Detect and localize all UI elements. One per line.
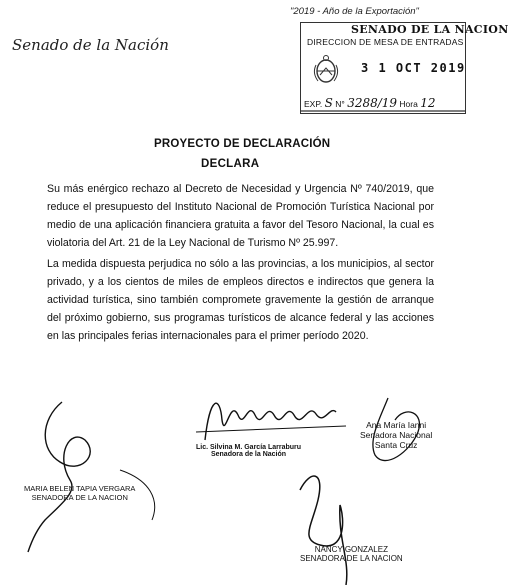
document-title: PROYECTO DE DECLARACIÓN <box>154 138 331 150</box>
signature-tapia-vergara <box>28 402 90 552</box>
signatory-ianni <box>360 420 432 450</box>
signatory-role: SENADORA DE LA NACION <box>300 554 403 563</box>
signature-underline <box>196 426 346 432</box>
signatory-tapia-vergara <box>24 484 135 502</box>
exp-label: EXP. <box>304 99 323 109</box>
signatory-name: Lic. Silvina M. García Larraburu <box>196 444 302 451</box>
stamp-institution: SENADO DE LA NACION <box>351 23 509 36</box>
signatory-gonzalez <box>300 545 403 563</box>
institution-logo: Senado de la Nación <box>12 36 169 54</box>
signatory-role: SENADORA DE LA NACION <box>31 493 128 502</box>
stamp-date: 3 1 OCT 2019 <box>361 61 466 75</box>
signatory-garcia-larraburu <box>196 444 301 458</box>
year-motto: "2019 - Año de la Exportación" <box>290 6 419 17</box>
signatory-name: NANCY GONZALEZ <box>314 545 388 554</box>
document-subtitle: DECLARA <box>201 158 260 170</box>
hora-label: Hora <box>399 99 418 109</box>
signature-garcia-larraburu <box>205 403 336 440</box>
signatory-name: MARIA BELEN TAPIA VERGARA <box>24 484 136 493</box>
signatory-name: Ana María Ianni <box>366 420 427 430</box>
signatory-role: Senadora de la Nación <box>210 451 287 458</box>
paragraph-2: La medida dispuesta perjudica no sólo a las provincias, a los municipios, al sector privado, y a los cientos de miles de empleos directos e indirectos que genera la actividad turística, sino también compromete gravemente la gestión de arranque del próximo gobierno, sus programas turísticos de alcance federal y las acciones en las principales ferias internacionales para el primer período 2020. <box>47 258 434 342</box>
exp-number: 3288/19 <box>347 96 398 110</box>
signature-gonzalez <box>300 476 347 585</box>
signatory-province: Santa Cruz <box>374 440 418 450</box>
signatory-role: Senadora Nacional <box>360 430 433 440</box>
exp-n-label: N° <box>335 99 345 109</box>
paragraph-1: Su más enérgico rechazo al Decreto de Necesidad y Urgencia Nº 740/2019, que reduce el presupuesto del Instituto Nacional de Promoción Turística Nacional por medio de una aplicación financiera gratuita a favor del Tesoro Nacional, la cual es violatoria del Art. 21 de la Ley Nacional de Turismo Nº 25.997. <box>47 183 434 249</box>
hora-value: 12 <box>420 96 436 110</box>
exp-s: S <box>324 96 333 110</box>
stamp-department: DIRECCION DE MESA DE ENTRADAS <box>307 37 464 47</box>
